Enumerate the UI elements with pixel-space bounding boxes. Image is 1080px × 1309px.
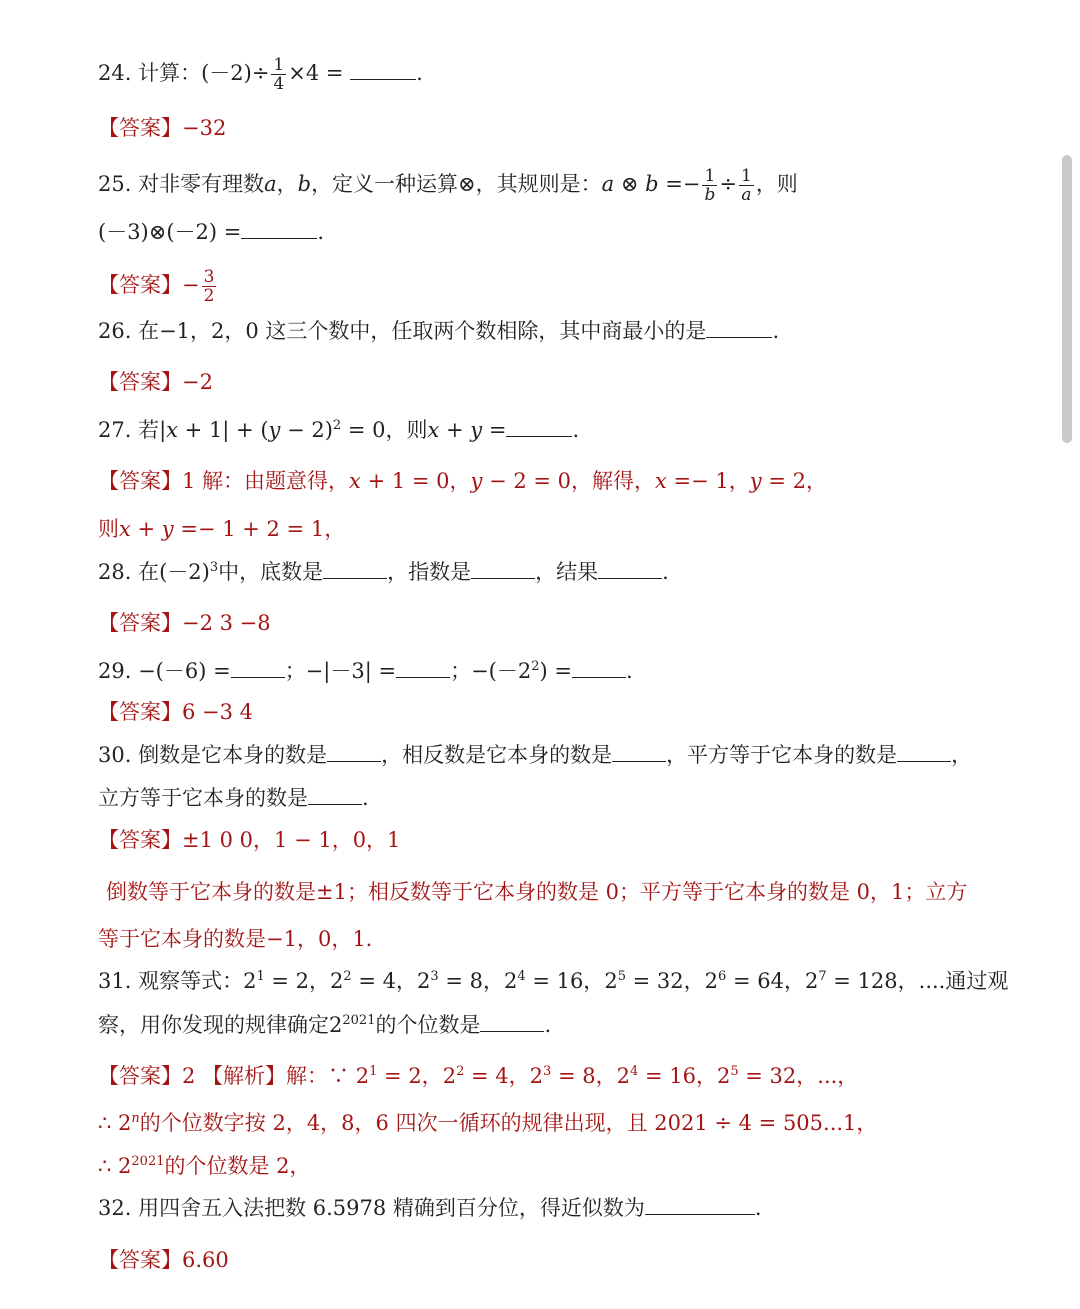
answer-blank (231, 659, 285, 678)
question-31-line2: 察，用你发现的规律确定$2^{2021}$的个位数是 . (98, 1013, 552, 1037)
answer-blank (241, 220, 317, 239)
answer-blank (350, 61, 416, 80)
fraction: $\frac{1}{a}$ (740, 166, 752, 205)
question-29: 29. −(－6) = ；−|－3| = ；$-(-2^2)$ = . (98, 659, 633, 683)
answer-26: 【答案】−2 (98, 370, 213, 394)
power-base: 2 (330, 969, 344, 993)
question-30-line2: 立方等于它本身的数是 . (98, 786, 369, 810)
power-value: = 16， (525, 969, 605, 993)
power-base: 2 (417, 969, 431, 993)
fraction: $\frac{3}{2}$ (203, 267, 215, 306)
question-32: 32. 用四舍五入法把数 6.5978 精确到百分位，得近似数为 . (98, 1196, 762, 1220)
answer-blank (598, 560, 662, 579)
power-base: 2 (442, 1064, 457, 1088)
answer-blank (327, 743, 381, 762)
answer-25: 【答案】− $\frac{3}{2}$ (98, 267, 215, 306)
power-value: = 32， (625, 969, 705, 993)
answer-blank (396, 659, 450, 678)
power-exponent: 3 (543, 1064, 552, 1079)
power-base: 2 (529, 1064, 544, 1088)
answer-31-line2: ∴ 2$^n$的个位数字按 2，4，8，6 四次一循环的规律出现，且 2021 ÷ 4 = 505...1， (98, 1111, 878, 1135)
fraction: $\frac{1}{b}$ (704, 166, 716, 205)
answer-blank (323, 560, 387, 579)
power-value: = 8， (438, 969, 504, 993)
q24-text: 24. 计算：(－2)÷ (98, 61, 270, 85)
power-value: = 64， (726, 969, 805, 993)
answer-blank (506, 418, 572, 437)
power-base: 2 (243, 969, 257, 993)
answer-27-line2: 则x + y =− 1 + 2 = 1， (98, 517, 346, 541)
answer-28: 【答案】−2 3 −8 (98, 611, 271, 635)
question-31: 31. 观察等式：$2^1 = 2$，$2^2 = 4$，$2^3 = 8$，$2^4 = 16$，$2^5 = 32$，$2^6 = 64$，$2^7 = 128$，....通过观 (98, 969, 1009, 993)
power-base: 2 (604, 969, 618, 993)
power-exponent: 7 (818, 969, 827, 984)
answer-blank (572, 659, 626, 678)
power-exponent: 4 (517, 969, 526, 984)
power-base: 2 (616, 1064, 630, 1088)
answer-31: 【答案】2 【解析】解：∵ $2^1 = 2$，$2^2 = 4$，$2^3 = 8$，$2^4 = 16$，$2^5 = 32$，...， (98, 1064, 859, 1088)
scrollbar[interactable] (1062, 155, 1072, 443)
power-base: 2 (716, 1064, 731, 1088)
power-exponent: 3 (430, 969, 439, 984)
question-28: 28. 在$(-2)^3$中，底数是 ，指数是 ，结果 . (98, 560, 669, 584)
answer-blank (706, 319, 772, 338)
fraction: $\frac{1}{4}$ (273, 55, 285, 94)
answer-blank (471, 560, 535, 579)
power-value: = 128， (826, 969, 919, 993)
power-base: 2 (704, 969, 719, 993)
power-value: = 2， (264, 969, 331, 993)
power-value: = 4， (464, 1064, 530, 1088)
answer-30-explanation-line2: 等于它本身的数是−1，0，1. (98, 927, 373, 951)
answer-32: 【答案】6.60 (98, 1248, 229, 1272)
answer-blank (612, 743, 666, 762)
power-value: = 32， (738, 1064, 818, 1088)
answer-blank (897, 743, 951, 762)
answer-blank (480, 1013, 544, 1032)
answer-24: 【答案】−32 (98, 116, 227, 140)
power-exponent: 5 (617, 969, 626, 984)
question-27: 27. 若$|x + 1| + (y - 2)^2 = 0$，则x + y = . (98, 418, 580, 442)
answer-31-line3: ∴ $2^{2021}$的个位数是 2， (98, 1154, 311, 1178)
answer-29: 【答案】6 −3 4 (98, 700, 254, 724)
power-base: 2 (503, 969, 518, 993)
power-value: = 4， (351, 969, 418, 993)
power-value: = 16， (638, 1064, 717, 1088)
answer-27: 【答案】1 解：由题意得，x + 1 = 0，y − 2 = 0，解得，x =− 1，y = 2， (98, 469, 827, 493)
power-value: = 8， (551, 1064, 617, 1088)
power-exponent: 6 (718, 969, 727, 984)
power-exponent: 5 (730, 1064, 739, 1079)
answer-blank (308, 786, 362, 805)
answer-30-explanation: 倒数等于它本身的数是±1；相反数等于它本身的数是 0；平方等于它本身的数是 0，1；立方 (106, 880, 968, 904)
power-exponent: 4 (630, 1064, 639, 1079)
question-30: 30. 倒数是它本身的数是 ，相反数是它本身的数是 ，平方等于它本身的数是 ， (98, 743, 973, 767)
power-base: 2 (804, 969, 819, 993)
question-26: 26. 在−1，2，0 这三个数中，任取两个数相除，其中商最小的是 . (98, 319, 780, 343)
power-exponent: 1 (369, 1064, 378, 1079)
power-exponent: 2 (343, 969, 352, 984)
question-25-line2: (－3)⊗(－2) = . (98, 220, 325, 244)
power-value: = 2， (377, 1064, 443, 1088)
power-base: 2 (355, 1064, 370, 1088)
power-exponent: 1 (256, 969, 265, 984)
question-25: 25. 对非零有理数a，b，定义一种运算⊗，其规则是：a ⊗ b =− $\frac{1}{b}$ ÷ $\frac{1}{a}$ ，则 (98, 166, 798, 205)
answer-30: 【答案】±1 0 0，1 − 1，0，1 (98, 828, 401, 852)
question-24: 24. 计算：(－2)÷ $\frac{1}{4}$ ×4 = . (98, 55, 423, 94)
power-exponent: 2 (456, 1064, 465, 1079)
answer-blank (645, 1196, 755, 1215)
